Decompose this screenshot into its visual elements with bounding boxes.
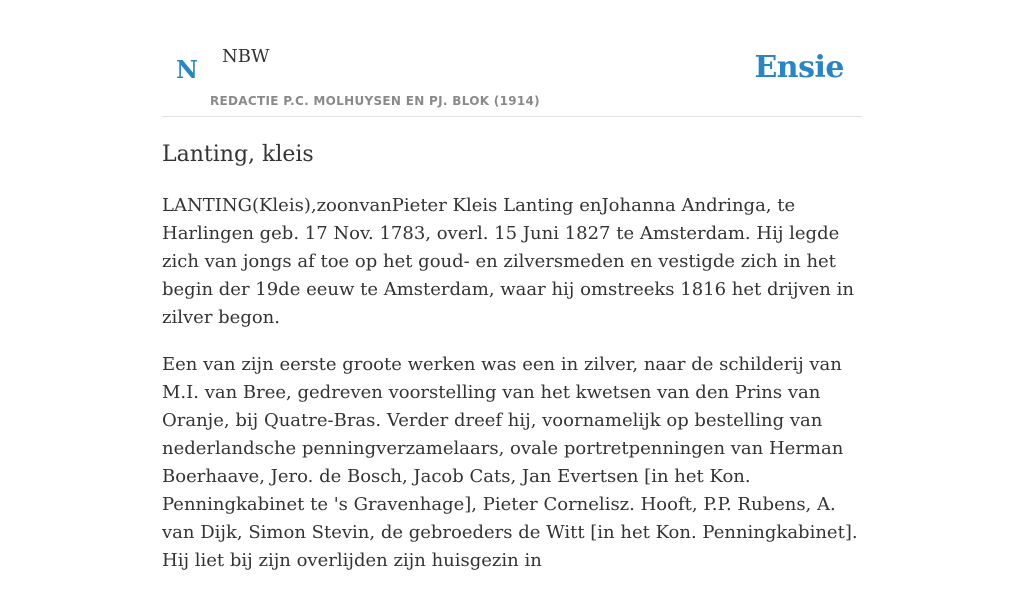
- source-title[interactable]: NBW: [222, 46, 270, 67]
- article-title: Lanting, kleis: [162, 142, 314, 167]
- article-paragraph: LANTING(Kleis),zoonvanPieter Kleis Lanting enJohanna Andringa, te Harlingen geb. 17 Nov. 1783, overl. 15 Juni 1827 te Amsterdam. Hij legde zich van jongs af toe op het goud- en zilversmeden en vestigde zich in het begin der 19de eeuw te Amsterdam, waar hij omstreeks 1816 het drijven in zilver begon.: [162, 195, 854, 328]
- article-paragraph: Een van zijn eerste groote werken was een in zilver, naar de schilderij van M.I. van Bree, gedreven voorstelling van het kwetsen van den Prins van Oranje, bij Quatre-Bras. Verder dreef hij, voornamelijk op bestelling van nederlandsche penningverzamelaars, ovale portretpenningen van Herman Boerhaave, Jero. de Bosch, Jacob Cats, Jan Evertsen [in het Kon. Penningkabinet te 's Gravenhage], Pieter Cornelisz. Hooft, P.P. Rubens, A. van Dijk, Simon Stevin, de gebroeders de Witt [in het Kon. Penningkabinet]. Hij liet bij zijn overlijden zijn huisgezin in: [162, 354, 858, 571]
- article-body: [162, 192, 862, 594]
- source-subtitle: REDACTIE P.C. MOLHUYSEN EN PJ. BLOK (1914): [210, 94, 540, 108]
- source-header: [162, 0, 862, 117]
- source-logo[interactable]: N: [176, 55, 198, 84]
- brand-logo[interactable]: Ensie: [754, 50, 844, 85]
